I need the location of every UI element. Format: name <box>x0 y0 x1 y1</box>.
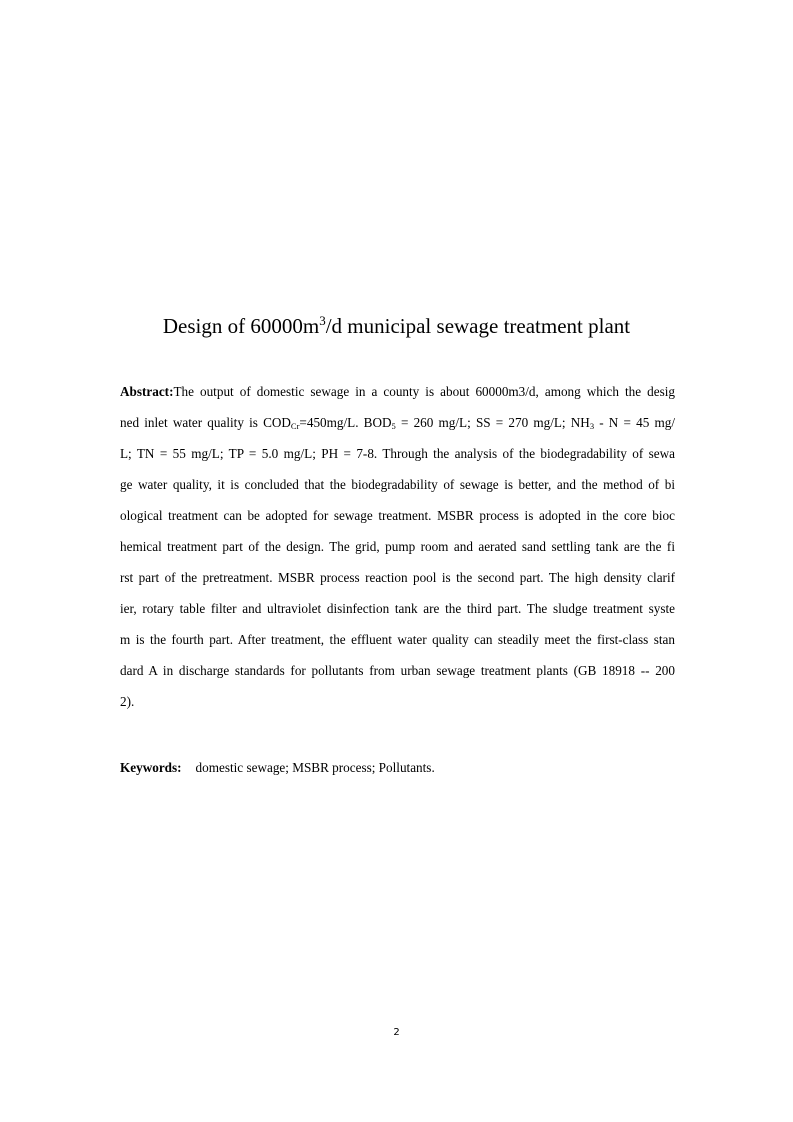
abstract-line-2-b: =450mg/L. BOD <box>299 415 392 430</box>
title-text-before: Design of 60000m <box>162 314 320 338</box>
abstract-line-2 <box>120 413 675 433</box>
keywords-label: Keywords: <box>120 760 182 775</box>
page-number: 2 <box>393 1027 400 1038</box>
keywords-line <box>120 758 435 778</box>
cod-subscript: Cr <box>290 421 300 431</box>
abstract-line-10: dard A in discharge standards for pollutants from urban sewage treatment plants (GB 18918 -- 200 <box>120 663 675 678</box>
abstract-line-1 <box>120 382 675 402</box>
abstract-line-7: rst part of the pretreatment. MSBR process reaction pool is the second part. The high density clarif <box>120 570 675 585</box>
abstract-line-4: ge water quality, it is concluded that the biodegradability of sewage is better, and the method of bi <box>120 477 675 492</box>
abstract-line-5: ological treatment can be adopted for sewage treatment. MSBR process is adopted in the core bioc <box>120 508 675 523</box>
abstract-line-2-a: ned inlet water quality is COD <box>120 415 291 430</box>
document-title <box>0 312 793 340</box>
abstract-line-6: hemical treatment part of the design. The grid, pump room and aerated sand settling tank are the fi <box>120 539 675 554</box>
abstract-line-1-text: The output of domestic sewage in a county is about 60000m3/d, among which the desig <box>173 384 675 399</box>
abstract-line-11: 2). <box>120 694 135 709</box>
abstract-line-2-d: - N = 45 mg/ <box>594 415 675 430</box>
keywords-text: domestic sewage; MSBR process; Pollutants. <box>195 760 435 775</box>
nh-subscript: 3 <box>589 421 595 431</box>
abstract-line-8: ier, rotary table filter and ultraviolet disinfection tank are the third part. The sludge treatment syste <box>120 601 675 616</box>
abstract-line-3: L; TN = 55 mg/L; TP = 5.0 mg/L; PH = 7-8. Through the analysis of the biodegradability of sewa <box>120 446 675 461</box>
bod-subscript: 5 <box>391 421 396 431</box>
title-superscript: 3 <box>319 313 326 328</box>
abstract-line-2-c: = 260 mg/L; SS = 270 mg/L; NH <box>395 415 590 430</box>
abstract-line-9: m is the fourth part. After treatment, the effluent water quality can steadily meet the first-class stan <box>120 632 675 647</box>
abstract-label: Abstract: <box>120 384 174 399</box>
title-text-after: /d municipal sewage treatment plant <box>325 314 631 338</box>
